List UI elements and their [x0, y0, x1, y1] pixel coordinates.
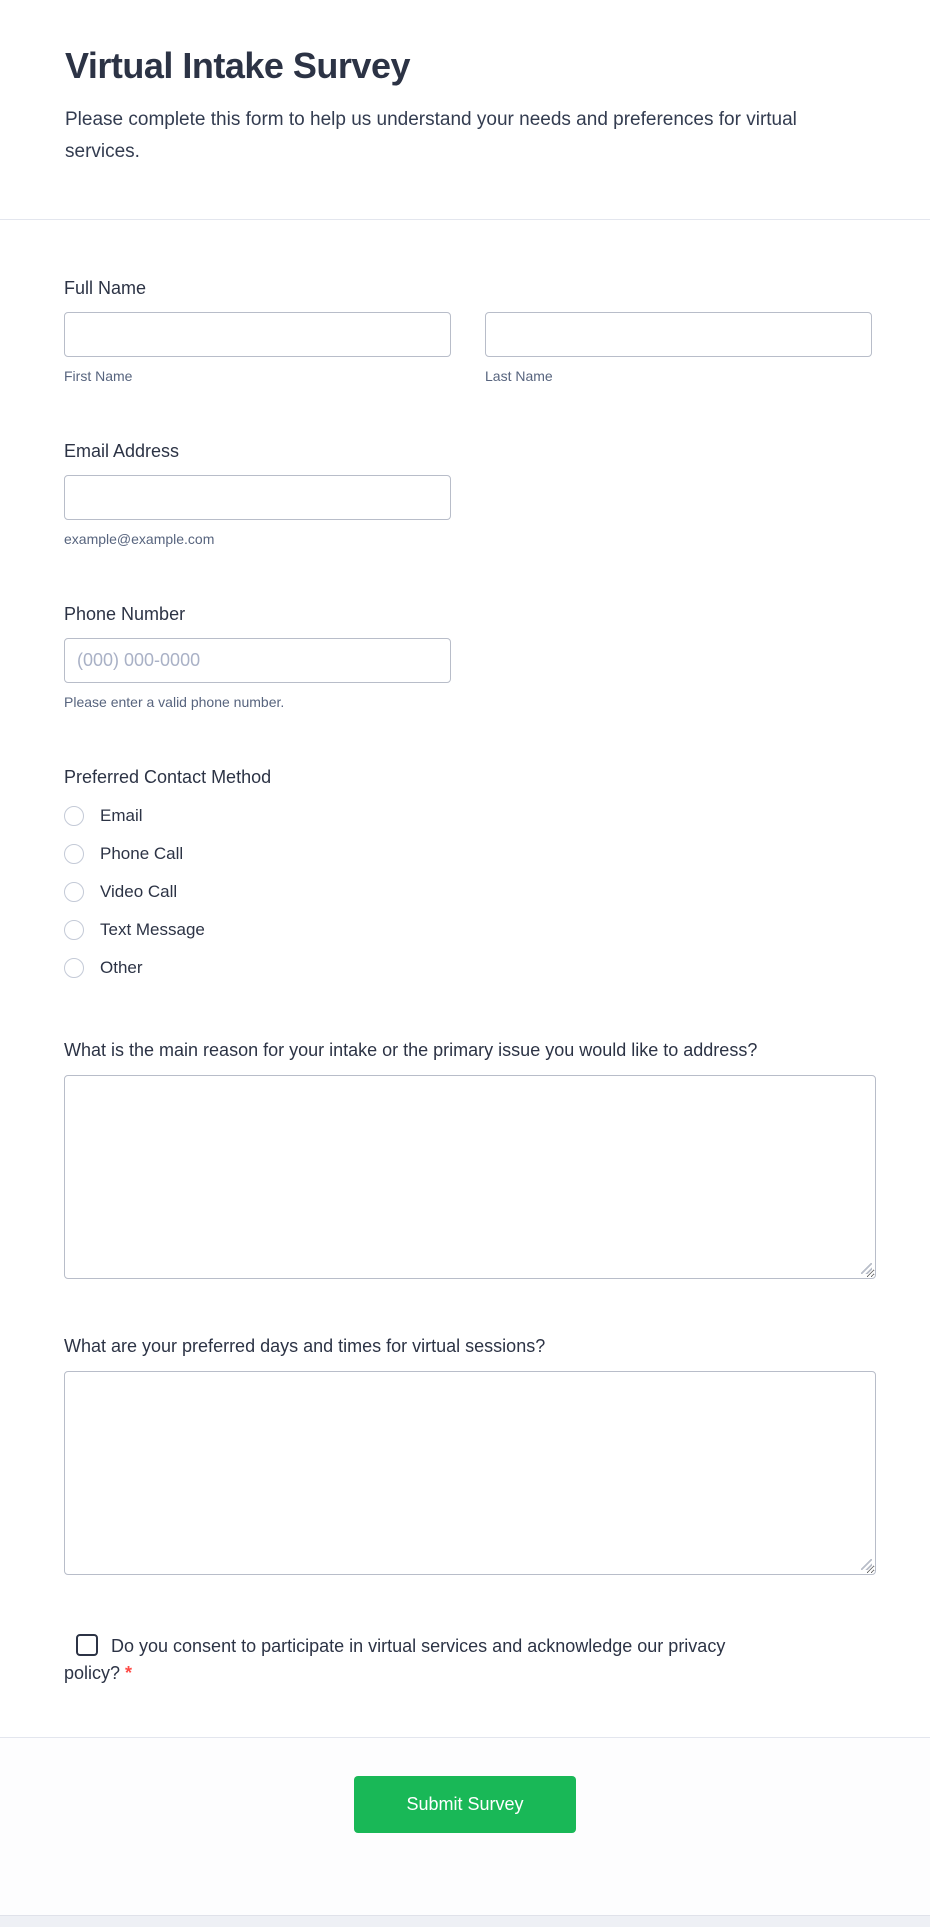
radio-option-email[interactable]: [64, 801, 877, 831]
email-label: Email Address: [64, 441, 180, 461]
radio-button-video-call[interactable]: [64, 882, 84, 902]
form-footer: [0, 1737, 930, 1915]
form-header: [0, 0, 930, 220]
radio-option-other[interactable]: [64, 953, 877, 983]
page-bottom-strip: [0, 1915, 930, 1921]
form-body: [0, 220, 930, 1737]
form-title: Virtual Intake Survey: [65, 45, 410, 86]
form-description: Please complete this form to help us understand your needs and preferences for virtual services.: [65, 109, 797, 162]
radio-label: Phone Call: [100, 844, 184, 863]
submit-button[interactable]: Submit Survey: [354, 1776, 576, 1833]
radio-option-phone-call[interactable]: [64, 839, 877, 869]
radio-option-text-message[interactable]: [64, 915, 877, 945]
phone-sublabel: Please enter a valid phone number.: [64, 694, 285, 710]
field-full-name: [64, 276, 877, 385]
first-name-input[interactable]: [64, 312, 451, 357]
radio-option-video-call[interactable]: [64, 877, 877, 907]
email-input[interactable]: [64, 475, 451, 520]
field-intake-reason: [64, 1037, 877, 1279]
last-name-sublabel: Last Name: [485, 368, 553, 384]
field-phone: [64, 602, 877, 711]
phone-input[interactable]: [64, 638, 451, 683]
field-contact-method: [64, 765, 877, 983]
consent-label-text: Do you consent to participate in virtual services and acknowledge our privacy policy?: [64, 1636, 726, 1683]
radio-button-text-message[interactable]: [64, 920, 84, 940]
intake-reason-textarea-wrap: [64, 1075, 876, 1279]
field-email: [64, 439, 877, 548]
preferred-times-textarea[interactable]: [64, 1371, 876, 1575]
radio-label: Video Call: [100, 882, 178, 901]
field-preferred-times: [64, 1333, 877, 1575]
contact-method-label: Preferred Contact Method: [64, 767, 272, 787]
radio-label: Email: [100, 806, 143, 825]
radio-button-phone-call[interactable]: [64, 844, 84, 864]
radio-button-other[interactable]: [64, 958, 84, 978]
radio-button-email[interactable]: [64, 806, 84, 826]
last-name-col: [485, 312, 872, 385]
full-name-label: Full Name: [64, 278, 147, 298]
email-sublabel: example@example.com: [64, 531, 215, 547]
field-consent: [64, 1633, 877, 1687]
first-name-col: [64, 312, 451, 385]
preferred-times-label: What are your preferred days and times for virtual sessions?: [64, 1336, 546, 1356]
last-name-input[interactable]: [485, 312, 872, 357]
required-asterisk: *: [125, 1663, 133, 1683]
radio-label: Other: [100, 958, 143, 977]
intake-reason-label: What is the main reason for your intake or the primary issue you would like to address?: [64, 1040, 758, 1060]
radio-label: Text Message: [100, 920, 205, 939]
preferred-times-textarea-wrap: [64, 1371, 876, 1575]
intake-reason-textarea[interactable]: [64, 1075, 876, 1279]
consent-option[interactable]: [64, 1633, 784, 1687]
first-name-sublabel: First Name: [64, 368, 133, 384]
consent-checkbox[interactable]: [76, 1634, 98, 1656]
name-row: [64, 312, 877, 385]
phone-label: Phone Number: [64, 604, 186, 624]
contact-method-options: [64, 801, 877, 983]
